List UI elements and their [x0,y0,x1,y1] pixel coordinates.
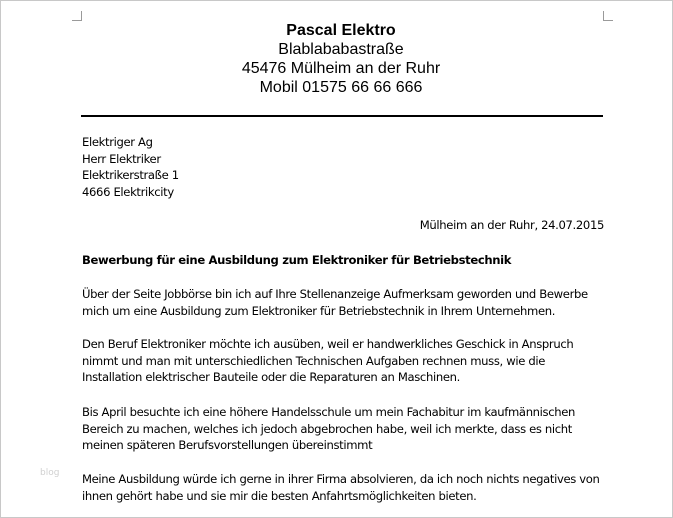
sender-phone: Mobil 01575 66 66 666 [259,79,423,96]
paragraph-line: Über der Seite Jobbörse bin ich auf Ihre Stellenanzeige Aufmerksam geworden und Bewerbe [82,287,588,301]
paragraph-line: Bereich zu machen, welches ich jedoch abgebrochen habe, weil ich merkte, dass es nicht [82,421,572,436]
recipient-street: Elektrikerstraße 1 [82,168,179,182]
paragraph-4 [82,471,607,504]
paragraph-3 [82,404,607,454]
margin-corner-top-left [72,11,82,21]
recipient-address [82,134,482,200]
letter-date: Mülheim an der Ruhr, 24.07.2015 [419,218,604,232]
paragraph-2 [82,336,607,386]
paragraph-1 [82,286,607,319]
paragraph-line: ihnen gehört habe und sie mir die besten Anfahrtsmöglichkeiten bieten. [82,488,477,503]
sender-street: Blablababastraße [278,41,404,58]
letterhead-divider [81,115,603,117]
recipient-person: Herr Elektriker [82,151,161,166]
sender-city: 45476 Mülheim an der Ruhr [241,60,441,77]
recipient-city: 4666 Elektrikcity [82,184,174,199]
paragraph-line: Den Beruf Elektroniker möchte ich ausüben, weil er handwerkliches Geschick in Anspruch [82,337,574,351]
watermark: blog [40,468,60,478]
letterhead [81,21,601,97]
paragraph-line: Bis April besuchte ich eine höhere Handelsschule um mein Fachabitur im kaufmännischen [82,405,576,419]
recipient-company: Elektriger Ag [82,135,153,149]
sender-name: Pascal Elektro [286,22,396,39]
paragraph-line: mich um eine Ausbildung zum Elektroniker für Betriebstechnik in Ihrem Unternehmen. [82,303,556,318]
paragraph-line: meinen späteren Berufsvorstellungen übereinstimmt [82,438,373,452]
paragraph-line: Meine Ausbildung würde ich gerne in ihrer Firma absolvieren, da ich noch nichts negatives von [82,472,600,486]
margin-corner-top-right [603,11,613,21]
letter-subject: Bewerbung für eine Ausbildung zum Elektroniker für Betriebstechnik [82,253,512,267]
paragraph-line: nimmt und man mit unterschiedlichen Technischen Aufgaben rechnen muss, wie die [82,353,545,368]
paragraph-line: Installation elektrischer Bauteile oder die Reparaturen an Maschinen. [82,370,460,384]
